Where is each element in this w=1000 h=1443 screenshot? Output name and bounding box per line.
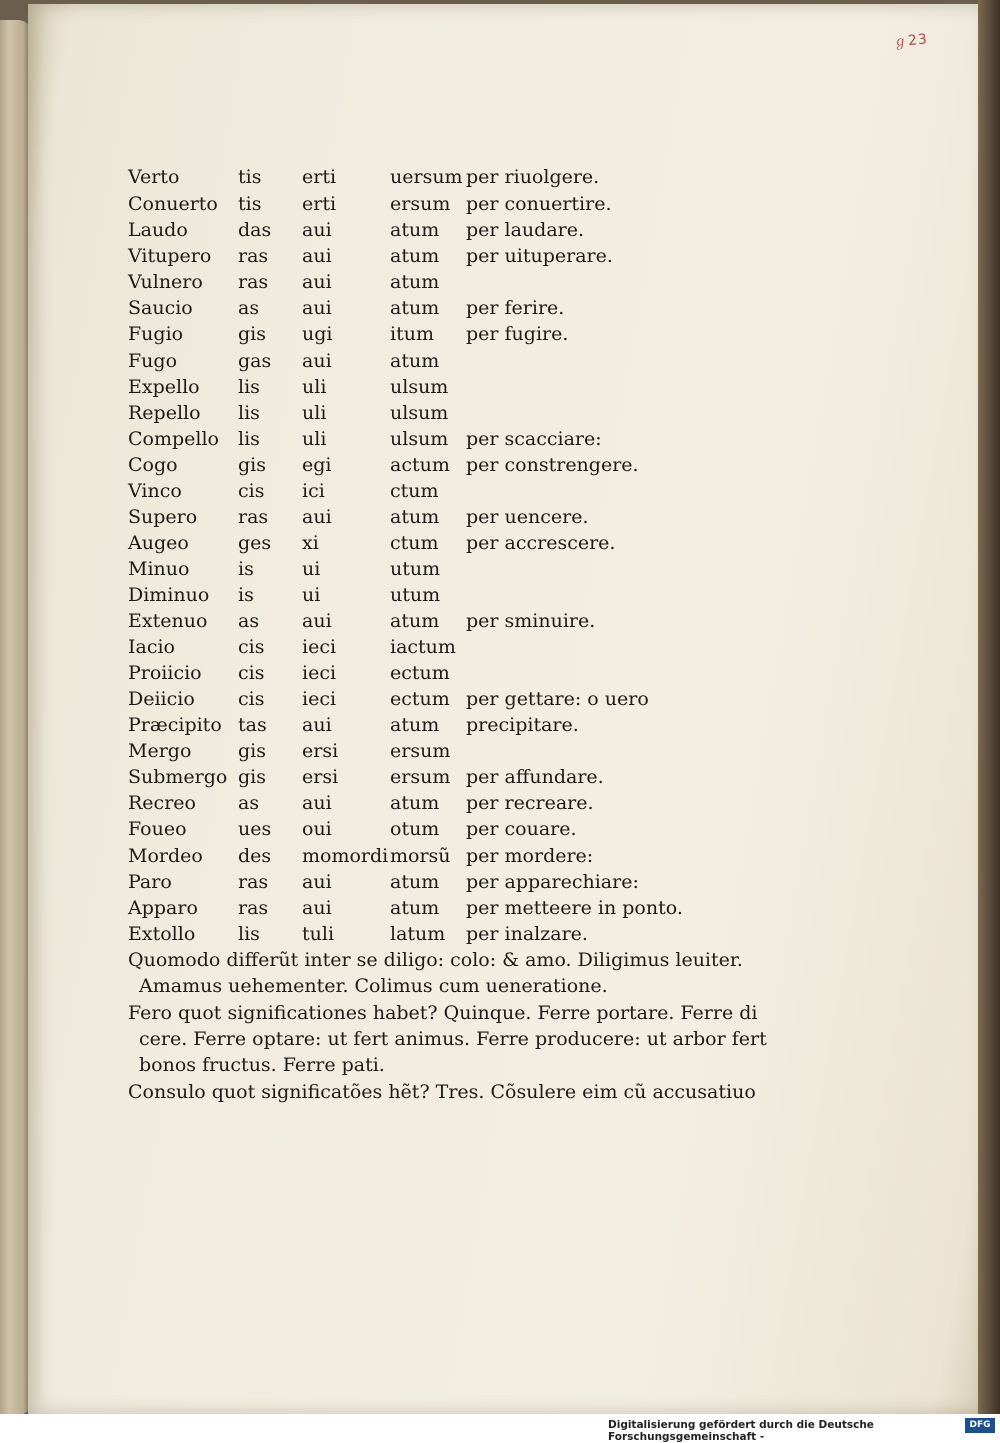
table-row [0, 610, 700, 636]
table-row [0, 636, 700, 662]
perfect-cell: momordi [302, 845, 389, 867]
ending-cell: gis [238, 323, 266, 345]
verb-cell: Apparo [128, 897, 198, 919]
ending-cell: as [238, 792, 260, 814]
verb-cell: Cogo [128, 454, 178, 476]
translation-cell: per recreare. [466, 792, 594, 814]
translation-cell: per conuertire. [466, 193, 612, 215]
verb-cell: Verto [128, 166, 180, 188]
perfect-cell: xi [302, 532, 319, 554]
paragraph-line: Consulo quot significatões hẽt? Tres. Cõsulere eim cũ accusatiuo [128, 1081, 756, 1103]
table-row [0, 376, 700, 402]
table-row [0, 166, 700, 192]
ending-cell: lis [238, 376, 260, 398]
supine-cell: atum [390, 506, 440, 528]
ending-cell: ras [238, 897, 269, 919]
ending-cell: cis [238, 480, 265, 502]
perfect-cell: aui [302, 271, 332, 293]
paragraph-line: Fero quot significationes habet? Quinque. Ferre portare. Ferre di [128, 1002, 758, 1024]
supine-cell: ersum [390, 193, 451, 215]
ending-cell: lis [238, 428, 260, 450]
translation-cell: per apparechiare: [466, 871, 639, 893]
table-row [0, 193, 700, 219]
verb-cell: Proiicio [128, 662, 202, 684]
perfect-cell: aui [302, 506, 332, 528]
translation-cell: per affundare. [466, 766, 604, 788]
translation-cell: per constrengere. [466, 454, 639, 476]
ending-cell: tas [238, 714, 267, 736]
supine-cell: ersum [390, 766, 451, 788]
verb-cell: Recreo [128, 792, 196, 814]
supine-cell: actum [390, 454, 450, 476]
ending-cell: cis [238, 688, 265, 710]
translation-cell: per sminuire. [466, 610, 596, 632]
table-row [0, 740, 700, 766]
perfect-cell: aui [302, 297, 332, 319]
right-binding-edge [978, 0, 1000, 1439]
ending-cell: das [238, 219, 272, 241]
table-row [0, 845, 700, 871]
table-row [0, 480, 700, 506]
table-row [0, 818, 700, 844]
verb-cell: Supero [128, 506, 198, 528]
perfect-cell: ui [302, 558, 321, 580]
table-row [0, 454, 700, 480]
verb-cell: Submergo [128, 766, 228, 788]
verb-cell: Vitupero [128, 245, 212, 267]
supine-cell: otum [390, 818, 440, 840]
perfect-cell: aui [302, 871, 332, 893]
ending-cell: gis [238, 454, 266, 476]
verb-cell: Vinco [128, 480, 182, 502]
verb-cell: Extenuo [128, 610, 208, 632]
ending-cell: as [238, 610, 260, 632]
table-row [0, 662, 700, 688]
digitization-footer [0, 1414, 1000, 1443]
supine-cell: atum [390, 714, 440, 736]
table-row [0, 688, 700, 714]
verb-cell: Vulnero [128, 271, 203, 293]
table-row [0, 219, 700, 245]
ending-cell: ges [238, 532, 272, 554]
table-row [0, 506, 700, 532]
paragraph-line: Amamus uehementer. Colimus cum ueneratione. [139, 975, 608, 997]
supine-cell: utum [390, 558, 441, 580]
perfect-cell: erti [302, 166, 337, 188]
verb-cell: Fugio [128, 323, 184, 345]
ending-cell: cis [238, 636, 265, 658]
translation-cell: per laudare. [466, 219, 585, 241]
perfect-cell: aui [302, 897, 332, 919]
table-row [0, 923, 700, 949]
supine-cell: ectum [390, 662, 450, 684]
paragraph-line: cere. Ferre optare: ut fert animus. Ferre producere: ut arbor fert [139, 1028, 767, 1050]
perfect-cell: aui [302, 714, 332, 736]
paragraph-line: Quomodo differũt inter se diligo: colo: & amo. Diligimus leuiter. [128, 949, 743, 971]
ending-cell: as [238, 297, 260, 319]
ending-cell: gas [238, 350, 272, 372]
perfect-cell: ugi [302, 323, 333, 345]
verb-cell: Laudo [128, 219, 188, 241]
verb-cell: Augeo [128, 532, 189, 554]
dfg-logo: DFG [965, 1418, 995, 1433]
perfect-cell: ieci [302, 662, 337, 684]
perfect-cell: tuli [302, 923, 335, 945]
table-row [0, 792, 700, 818]
folio-mark: ℊ23 [892, 31, 929, 51]
perfect-cell: ici [302, 480, 325, 502]
supine-cell: atum [390, 271, 440, 293]
verb-cell: Paro [128, 871, 172, 893]
ending-cell: des [238, 845, 272, 867]
verb-cell: Mordeo [128, 845, 203, 867]
table-row [0, 245, 700, 271]
verb-cell: Extollo [128, 923, 196, 945]
ending-cell: cis [238, 662, 265, 684]
supine-cell: uersum [390, 166, 463, 188]
paragraph-line: bonos fructus. Ferre pati. [139, 1054, 385, 1076]
supine-cell: ersum [390, 740, 451, 762]
supine-cell: ectum [390, 688, 450, 710]
perfect-cell: uli [302, 376, 327, 398]
ending-cell: is [238, 584, 254, 606]
verb-cell: Foueo [128, 818, 187, 840]
supine-cell: atum [390, 610, 440, 632]
ending-cell: lis [238, 402, 260, 424]
supine-cell: atum [390, 792, 440, 814]
translation-cell: per couare. [466, 818, 577, 840]
perfect-cell: uli [302, 402, 327, 424]
supine-cell: atum [390, 897, 440, 919]
perfect-cell: aui [302, 245, 332, 267]
supine-cell: ulsum [390, 428, 449, 450]
table-row [0, 323, 700, 349]
table-row [0, 428, 700, 454]
verb-cell: Fugo [128, 350, 178, 372]
ending-cell: lis [238, 923, 260, 945]
translation-cell: per uituperare. [466, 245, 613, 267]
table-row [0, 714, 700, 740]
verb-cell: Diminuo [128, 584, 210, 606]
translation-cell: per riuolgere. [466, 166, 600, 188]
verb-cell: Conuerto [128, 193, 218, 215]
verb-cell: Expello [128, 376, 200, 398]
perfect-cell: aui [302, 792, 332, 814]
translation-cell: per scacciare: [466, 428, 602, 450]
perfect-cell: ersi [302, 766, 339, 788]
ending-cell: tis [238, 193, 262, 215]
supine-cell: atum [390, 245, 440, 267]
perfect-cell: ui [302, 584, 321, 606]
perfect-cell: ieci [302, 636, 337, 658]
perfect-cell: egi [302, 454, 332, 476]
translation-cell: per uencere. [466, 506, 589, 528]
supine-cell: latum [390, 923, 446, 945]
table-row [0, 897, 700, 923]
perfect-cell: aui [302, 610, 332, 632]
supine-cell: ctum [390, 532, 439, 554]
table-row [0, 402, 700, 428]
ending-cell: tis [238, 166, 262, 188]
perfect-cell: ersi [302, 740, 339, 762]
translation-cell: per ferire. [466, 297, 565, 319]
table-row [0, 766, 700, 792]
supine-cell: itum [390, 323, 434, 345]
supine-cell: atum [390, 297, 440, 319]
perfect-cell: ieci [302, 688, 337, 710]
verb-cell: Repello [128, 402, 201, 424]
ending-cell: gis [238, 766, 266, 788]
perfect-cell: uli [302, 428, 327, 450]
translation-cell: per gettare: o uero [466, 688, 649, 710]
supine-cell: atum [390, 219, 440, 241]
perfect-cell: erti [302, 193, 337, 215]
ending-cell: ras [238, 871, 269, 893]
supine-cell: atum [390, 871, 440, 893]
supine-cell: iactum [390, 636, 456, 658]
perfect-cell: oui [302, 818, 332, 840]
perfect-cell: aui [302, 219, 332, 241]
verb-cell: Præcipito [128, 714, 222, 736]
supine-cell: ulsum [390, 402, 449, 424]
table-row [0, 532, 700, 558]
verb-cell: Deiicio [128, 688, 195, 710]
verb-cell: Mergo [128, 740, 192, 762]
supine-cell: ulsum [390, 376, 449, 398]
ending-cell: ras [238, 245, 269, 267]
ending-cell: ues [238, 818, 272, 840]
ending-cell: ras [238, 506, 269, 528]
supine-cell: atum [390, 350, 440, 372]
translation-cell: per fugire. [466, 323, 569, 345]
table-row [0, 584, 700, 610]
verb-cell: Minuo [128, 558, 190, 580]
translation-cell: per inalzare. [466, 923, 588, 945]
verb-cell: Iacio [128, 636, 175, 658]
translation-cell: per metteere in ponto. [466, 897, 683, 919]
table-row [0, 271, 700, 297]
translation-cell: per mordere: [466, 845, 594, 867]
ending-cell: gis [238, 740, 266, 762]
translation-cell: per accrescere. [466, 532, 616, 554]
table-row [0, 350, 700, 376]
supine-cell: morsũ [390, 845, 451, 867]
supine-cell: utum [390, 584, 441, 606]
verb-cell: Compello [128, 428, 219, 450]
ending-cell: ras [238, 271, 269, 293]
table-row [0, 871, 700, 897]
perfect-cell: aui [302, 350, 332, 372]
table-row [0, 297, 700, 323]
supine-cell: ctum [390, 480, 439, 502]
translation-cell: precipitare. [466, 714, 579, 736]
verb-cell: Saucio [128, 297, 193, 319]
funding-credit: Digitalisierung gefördert durch die Deutsche Forschungsgemeinschaft - [608, 1419, 874, 1443]
ending-cell: is [238, 558, 254, 580]
table-row [0, 558, 700, 584]
